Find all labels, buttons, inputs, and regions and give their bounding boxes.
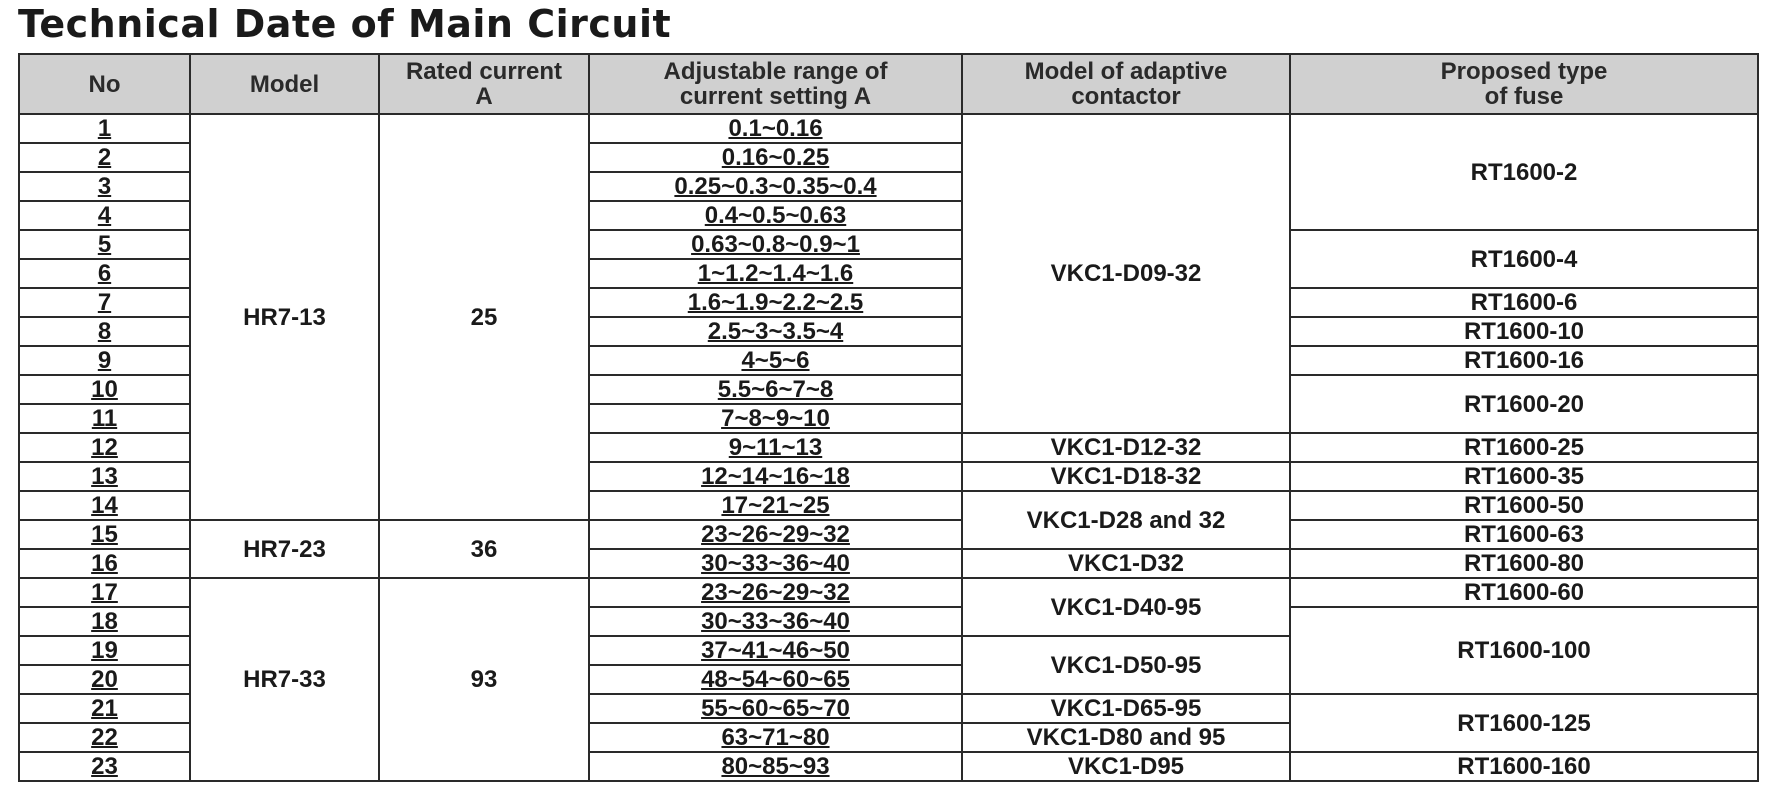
range-cell: 63~71~80 bbox=[589, 723, 962, 752]
row-number: 20 bbox=[19, 665, 190, 694]
fuse-cell: RT1600-35 bbox=[1290, 462, 1758, 491]
fuse-cell: RT1600-2 bbox=[1290, 114, 1758, 230]
contactor-cell: VKC1-D18-32 bbox=[962, 462, 1290, 491]
contactor-cell: VKC1-D09-32 bbox=[962, 114, 1290, 433]
table-row bbox=[19, 520, 1758, 549]
range-cell: 23~26~29~32 bbox=[589, 520, 962, 549]
range-cell: 0.63~0.8~0.9~1 bbox=[589, 230, 962, 259]
model-cell: HR7-13 bbox=[190, 114, 379, 520]
row-number: 4 bbox=[19, 201, 190, 230]
range-cell: 0.4~0.5~0.63 bbox=[589, 201, 962, 230]
range-cell: 7~8~9~10 bbox=[589, 404, 962, 433]
range-cell: 4~5~6 bbox=[589, 346, 962, 375]
range-cell: 30~33~36~40 bbox=[589, 607, 962, 636]
fuse-cell: RT1600-160 bbox=[1290, 752, 1758, 781]
row-number: 6 bbox=[19, 259, 190, 288]
fuse-cell: RT1600-4 bbox=[1290, 230, 1758, 288]
row-number: 21 bbox=[19, 694, 190, 723]
fuse-cell: RT1600-20 bbox=[1290, 375, 1758, 433]
col-header-fuse: Proposed type of fuse bbox=[1290, 54, 1758, 114]
contactor-cell: VKC1-D65-95 bbox=[962, 694, 1290, 723]
row-number: 8 bbox=[19, 317, 190, 346]
contactor-cell: VKC1-D50-95 bbox=[962, 636, 1290, 694]
contactor-cell: VKC1-D12-32 bbox=[962, 433, 1290, 462]
col-header-model: Model bbox=[190, 54, 379, 114]
range-cell: 0.16~0.25 bbox=[589, 143, 962, 172]
fuse-cell: RT1600-10 bbox=[1290, 317, 1758, 346]
range-cell: 0.1~0.16 bbox=[589, 114, 962, 143]
col-header-rated-current: Rated current A bbox=[379, 54, 589, 114]
row-number: 19 bbox=[19, 636, 190, 665]
contactor-cell: VKC1-D32 bbox=[962, 549, 1290, 578]
fuse-cell: RT1600-125 bbox=[1290, 694, 1758, 752]
row-number: 15 bbox=[19, 520, 190, 549]
page-title: Technical Date of Main Circuit bbox=[18, 2, 672, 46]
row-number: 3 bbox=[19, 172, 190, 201]
range-cell: 12~14~16~18 bbox=[589, 462, 962, 491]
range-cell: 80~85~93 bbox=[589, 752, 962, 781]
range-cell: 55~60~65~70 bbox=[589, 694, 962, 723]
fuse-cell: RT1600-63 bbox=[1290, 520, 1758, 549]
range-cell: 17~21~25 bbox=[589, 491, 962, 520]
range-cell: 37~41~46~50 bbox=[589, 636, 962, 665]
row-number: 22 bbox=[19, 723, 190, 752]
rated-current-cell: 36 bbox=[379, 520, 589, 578]
col-header-adjustable-range: Adjustable range of current setting A bbox=[589, 54, 962, 114]
col-header-contactor: Model of adaptive contactor bbox=[962, 54, 1290, 114]
model-cell: HR7-33 bbox=[190, 578, 379, 781]
main-circuit-table bbox=[18, 53, 1759, 782]
contactor-cell: VKC1-D95 bbox=[962, 752, 1290, 781]
table-row bbox=[19, 578, 1758, 607]
row-number: 13 bbox=[19, 462, 190, 491]
row-number: 16 bbox=[19, 549, 190, 578]
row-number: 9 bbox=[19, 346, 190, 375]
range-cell: 0.25~0.3~0.35~0.4 bbox=[589, 172, 962, 201]
header-row bbox=[19, 54, 1758, 114]
fuse-cell: RT1600-16 bbox=[1290, 346, 1758, 375]
row-number: 23 bbox=[19, 752, 190, 781]
fuse-cell: RT1600-80 bbox=[1290, 549, 1758, 578]
contactor-cell: VKC1-D40-95 bbox=[962, 578, 1290, 636]
row-number: 2 bbox=[19, 143, 190, 172]
row-number: 7 bbox=[19, 288, 190, 317]
contactor-cell: VKC1-D80 and 95 bbox=[962, 723, 1290, 752]
fuse-cell: RT1600-60 bbox=[1290, 578, 1758, 607]
rated-current-cell: 25 bbox=[379, 114, 589, 520]
range-cell: 1~1.2~1.4~1.6 bbox=[589, 259, 962, 288]
fuse-cell: RT1600-25 bbox=[1290, 433, 1758, 462]
contactor-cell: VKC1-D28 and 32 bbox=[962, 491, 1290, 549]
range-cell: 2.5~3~3.5~4 bbox=[589, 317, 962, 346]
table-row bbox=[19, 114, 1758, 143]
range-cell: 5.5~6~7~8 bbox=[589, 375, 962, 404]
row-number: 10 bbox=[19, 375, 190, 404]
row-number: 12 bbox=[19, 433, 190, 462]
fuse-cell: RT1600-100 bbox=[1290, 607, 1758, 694]
row-number: 18 bbox=[19, 607, 190, 636]
range-cell: 48~54~60~65 bbox=[589, 665, 962, 694]
col-header-no: No bbox=[19, 54, 190, 114]
rated-current-cell: 93 bbox=[379, 578, 589, 781]
row-number: 17 bbox=[19, 578, 190, 607]
row-number: 11 bbox=[19, 404, 190, 433]
range-cell: 30~33~36~40 bbox=[589, 549, 962, 578]
fuse-cell: RT1600-50 bbox=[1290, 491, 1758, 520]
row-number: 5 bbox=[19, 230, 190, 259]
range-cell: 23~26~29~32 bbox=[589, 578, 962, 607]
fuse-cell: RT1600-6 bbox=[1290, 288, 1758, 317]
row-number: 14 bbox=[19, 491, 190, 520]
row-number: 1 bbox=[19, 114, 190, 143]
range-cell: 1.6~1.9~2.2~2.5 bbox=[589, 288, 962, 317]
model-cell: HR7-23 bbox=[190, 520, 379, 578]
range-cell: 9~11~13 bbox=[589, 433, 962, 462]
